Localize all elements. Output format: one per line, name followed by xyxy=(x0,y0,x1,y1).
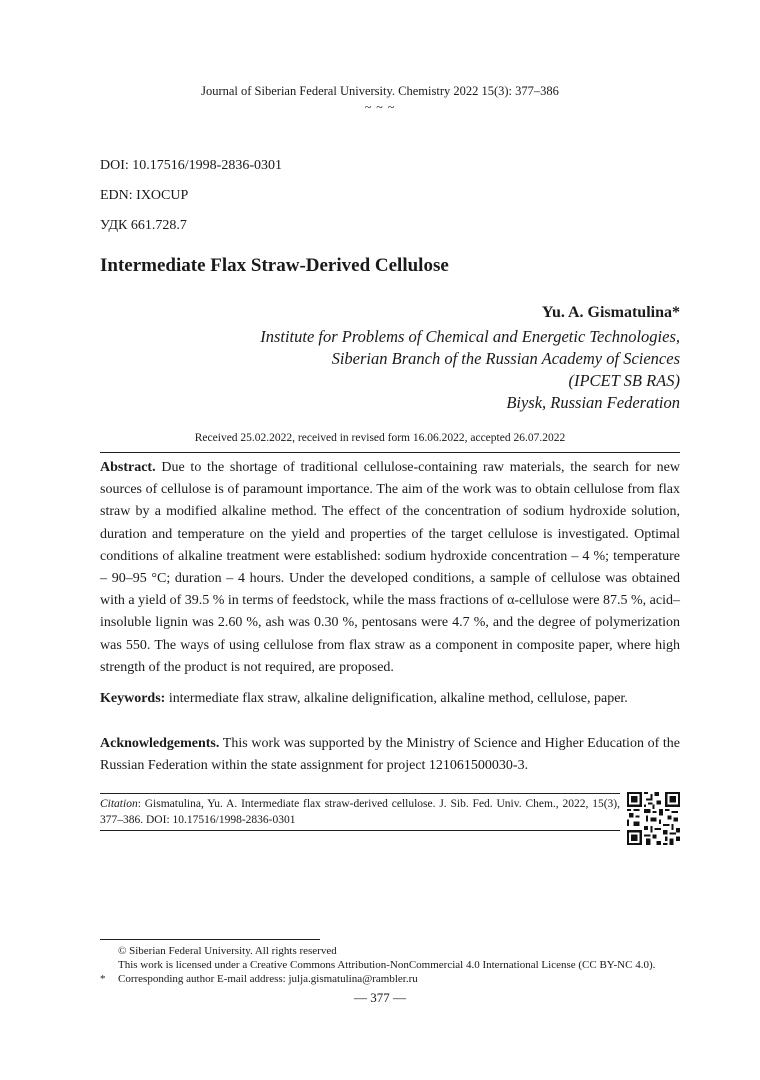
udk: УДК 661.728.7 xyxy=(100,218,187,233)
footnote-divider xyxy=(100,939,320,940)
affiliation-line-4: Biysk, Russian Federation xyxy=(506,393,680,412)
qr-code-icon[interactable] xyxy=(627,792,680,845)
keywords xyxy=(100,688,680,710)
affiliation-line-3: (IPCET SB RAS) xyxy=(568,371,680,390)
received-dates: Received 25.02.2022, received in revised form 16.06.2022, accepted 26.07.2022 xyxy=(194,432,566,444)
acknowledgements-label: Acknowledgements. xyxy=(100,736,220,751)
acknowledgements-text: This work was supported by the Ministry of Science and Higher Education of the Russian Federation within the state assignment for project 121061500030-3. xyxy=(100,736,680,774)
keywords-text: intermediate flax straw, alkaline delignification, alkaline method, cellulose, paper. xyxy=(168,691,628,706)
license-note: This work is licensed under a Creative Commons Attribution-NonCommercial 4.0 International License (CC BY-NC 4.0). xyxy=(118,959,656,971)
author-name: Yu. A. Gismatulina* xyxy=(541,304,680,321)
abstract-text: Due to the shortage of traditional cellulose-containing raw materials, the search for new sources of cellulose is of paramount importance. The aim of the work was to obtain cellulose from flax straw by a modified alkaline method. The effect of the concentration of sodium hydroxide solution, duration and temperature on the yield and properties of the target cellulose is investigated. Optimal conditions of alkaline treatment were established: sodium hydroxide concentration – 4 %; temperature – 90–95 °C; duration – 4 hours. Under the developed conditions, a sample of cellulose was obtained with a yield of 39.5 % in terms of feedstock, while the mass fractions of α-cellulose were 87.5 %, acid–insoluble lignin was 2.60 %, ash was 0.30 %, pentosans were 4.7 %, and the degree of polymerization was 550. The ways of using cellulose from flax straw as a component in composite paper, where high strength of the product is not required, are proposed. xyxy=(100,460,681,675)
corresponding-author-note: Corresponding author E-mail address: julja.gismatulina@rambler.ru xyxy=(118,973,418,985)
header-ornament: ~ ~ ~ xyxy=(364,100,396,114)
affiliation-line-1: Institute for Problems of Chemical and Energetic Technologies, xyxy=(260,327,680,346)
keywords-label: Keywords: xyxy=(100,691,166,706)
affiliation-line-2: Siberian Branch of the Russian Academy of Sciences xyxy=(331,349,680,368)
journal-header: Journal of Siberian Federal University. Chemistry 2022 15(3): 377–386 xyxy=(201,84,559,98)
citation-label: Citation xyxy=(100,798,138,810)
footnote-star: * xyxy=(100,973,106,985)
acknowledgements xyxy=(100,733,680,777)
article-title: Intermediate Flax Straw-Derived Cellulose xyxy=(100,255,449,276)
copyright-note: © Siberian Federal University. All rights reserved xyxy=(118,945,337,957)
citation-text: : Gismatulina, Yu. A. Intermediate flax straw-derived cellulose. J. Sib. Fed. Univ. Chem., 2022, 15(3), 377–386. DOI: 10.17516/1998-2836-0301 xyxy=(100,798,620,826)
edn: EDN: IXOCUP xyxy=(100,188,189,203)
abstract-divider xyxy=(100,452,680,453)
doi: DOI: 10.17516/1998-2836-0301 xyxy=(100,158,282,173)
abstract-label: Abstract. xyxy=(100,460,156,475)
page-number: — 377 — xyxy=(354,990,406,1005)
citation xyxy=(100,797,620,828)
citation-divider-top xyxy=(100,793,620,794)
abstract xyxy=(100,457,680,679)
citation-divider-bottom xyxy=(100,830,620,831)
